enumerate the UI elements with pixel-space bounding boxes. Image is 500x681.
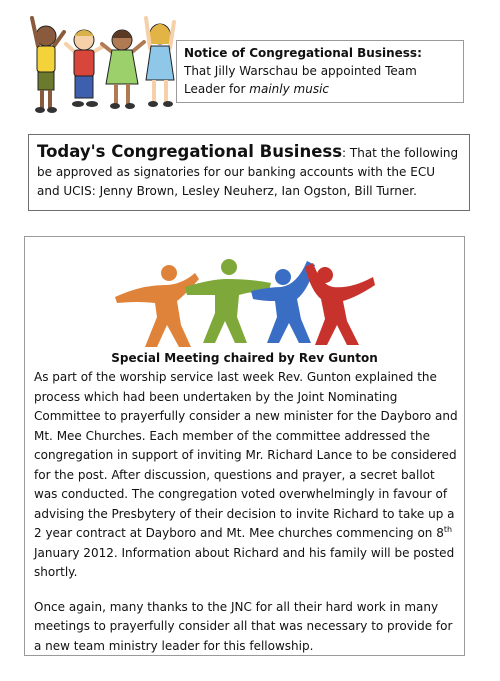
paragraph-1-text: As part of the worship service last week Rev. Gunton explained the process which had been undertaken by the Joint Nominating Committee to prayerfully consider a new minister for the Dayboro and Mt. Mee Churches. Each member of the committee addressed the congregation in support of inviting Mr. Richard Lance to be considered for the post. After discussion, questions and prayer, a secret ballot was conducted. The congregation voted overwhelmingly in favour of advising the Presbytery of their decision to invite Richard to take up a 2 year contract at Dayboro and Mt. Mee churches commencing on 8 <box>34 370 458 540</box>
special-paragraph-2: Once again, many thanks to the JNC for all their hard work in many meetings to prayerfully consider all that was necessary to provide for a new team ministry leader for this fellowship. <box>34 599 453 653</box>
notice-text: That Jilly Warschau be appointed Team Leader for <box>184 64 417 96</box>
special-meeting-body <box>34 368 460 671</box>
notice-label: Notice of Congregational Business: <box>184 46 422 60</box>
special-meeting-box <box>24 236 465 656</box>
red-figure <box>305 263 375 345</box>
blue-figure <box>251 261 315 343</box>
special-paragraph-1 <box>34 368 460 583</box>
green-figure <box>185 259 271 343</box>
people-figures-logo <box>111 255 377 349</box>
notice-box <box>176 40 464 103</box>
paragraph-1-text-end: January 2012. Information about Richard and his family will be posted shortly. <box>34 545 455 579</box>
today-business-title: Today's Congregational Business <box>37 142 343 161</box>
today-business-box <box>28 134 470 211</box>
children-cartoon-illustration <box>24 10 180 118</box>
ordinal-suffix: th <box>443 525 453 534</box>
notice-italic-text: mainly music <box>249 82 330 96</box>
special-meeting-title: Special Meeting chaired by Rev Gunton <box>111 351 378 365</box>
today-business-text: : That the following be approved as signatories for our banking accounts with the ECU and UCIS: Jenny Brown, Lesley Neuherz, Ian Ogston, Bill Turner. <box>37 146 459 198</box>
orange-figure <box>115 265 199 347</box>
